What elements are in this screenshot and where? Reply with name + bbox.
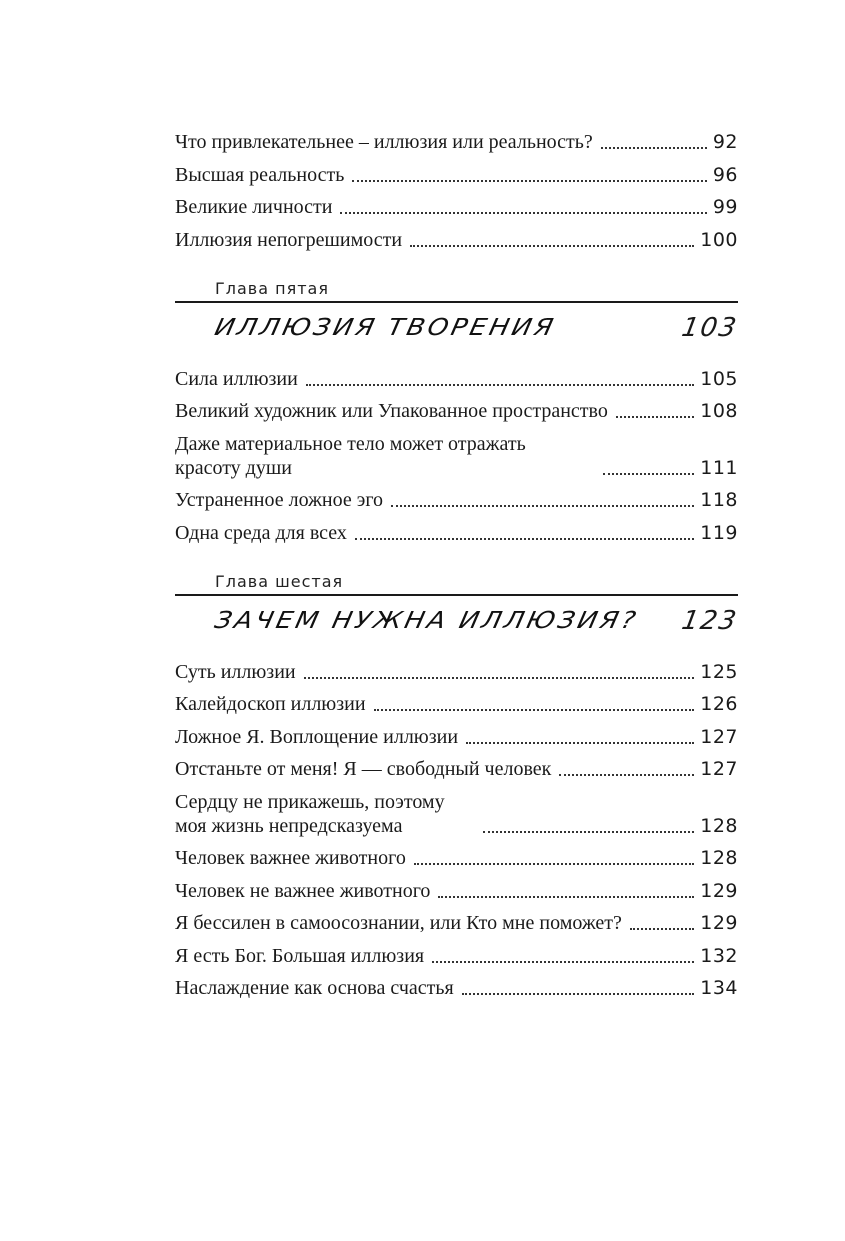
toc-entry-page: 108	[700, 400, 738, 422]
toc-entry[interactable]	[175, 660, 738, 684]
top-entries	[175, 130, 738, 252]
leader-dots	[466, 742, 694, 744]
toc-entry-title: Высшая реальность	[175, 163, 345, 186]
toc-entry-title: Великий художник или Упакованное пространство	[175, 400, 608, 422]
toc-entry-title: Человек важнее животного	[175, 847, 406, 869]
leader-dots	[306, 384, 694, 386]
toc-entry[interactable]	[175, 367, 738, 391]
toc-entry[interactable]	[175, 846, 738, 870]
toc-entry-page: 132	[700, 944, 738, 967]
toc-entry-page: 100	[700, 228, 738, 251]
toc-entry[interactable]	[175, 757, 738, 781]
toc-entry-title: Даже материальное тело может отражать красоту души	[175, 432, 526, 479]
toc-entry-page: 92	[712, 131, 738, 153]
leader-dots	[374, 709, 695, 711]
toc-entry-title: Сила иллюзии	[175, 367, 298, 390]
toc-entry[interactable]	[175, 725, 738, 749]
toc-entry-title: Одна среда для всех	[175, 521, 347, 544]
leader-dots	[340, 212, 706, 214]
toc-entry-page: 96	[712, 163, 738, 186]
toc-entry-page: 129	[700, 879, 738, 902]
chapter-page: 123	[679, 605, 741, 636]
leader-dots	[410, 245, 694, 247]
leader-dots	[352, 180, 706, 182]
toc-entry-title: Суть иллюзии	[175, 660, 296, 683]
toc-entry-title: Человек не важнее животного	[175, 879, 431, 902]
toc-entry-title: Великие личности	[175, 196, 333, 218]
toc-entry-title: Наслаждение как основа счастья	[175, 977, 454, 999]
toc-entry[interactable]	[175, 692, 738, 716]
chapter-title: ЗАЧЕМ НУЖНА ИЛЛЮЗИЯ?	[212, 607, 641, 634]
toc-entry[interactable]	[175, 432, 738, 480]
leader-dots	[432, 961, 694, 963]
leader-dots	[616, 416, 694, 418]
toc-entry-title: Иллюзия непогрешимости	[175, 228, 403, 251]
toc-entry[interactable]	[175, 130, 738, 154]
leader-dots	[414, 863, 694, 865]
toc-entry[interactable]	[175, 911, 738, 935]
toc-entry-page: 118	[700, 489, 738, 511]
chapter-heading[interactable]	[175, 305, 741, 351]
leader-dots	[391, 505, 694, 507]
leader-dots	[355, 538, 694, 540]
toc-entry[interactable]	[175, 879, 738, 903]
table-of-contents	[175, 0, 741, 1009]
leader-dots	[438, 896, 694, 898]
toc-entry-page: 128	[700, 847, 738, 869]
chapter-six	[175, 571, 741, 1001]
chapter-page: 103	[679, 312, 741, 343]
toc-entry[interactable]	[175, 163, 738, 187]
chapter-label: Глава пятая	[215, 278, 329, 298]
chapter-five	[175, 278, 741, 545]
toc-entry[interactable]	[175, 521, 738, 545]
toc-entry[interactable]	[175, 488, 738, 512]
toc-entry[interactable]	[175, 976, 738, 1000]
toc-entry[interactable]	[175, 399, 738, 423]
toc-entry-page: 111	[700, 456, 738, 479]
toc-entry-page: 119	[700, 521, 738, 544]
chapter-heading[interactable]	[175, 598, 741, 644]
toc-entry-page: 128	[700, 814, 738, 837]
toc-entry-page: 99	[712, 196, 738, 218]
toc-entry[interactable]	[175, 228, 738, 252]
toc-entry-page: 125	[700, 660, 738, 683]
toc-entry-title: Я есть Бог. Большая иллюзия	[175, 944, 425, 967]
leader-dots	[630, 928, 694, 930]
toc-entry-page: 127	[700, 725, 738, 748]
chapter-label: Глава шестая	[215, 571, 344, 591]
leader-dots	[304, 677, 695, 679]
toc-entry-page: 105	[700, 367, 738, 390]
toc-entry-title: Что привлекательнее – иллюзия или реальность?	[175, 131, 593, 153]
chapter-rule	[175, 301, 738, 303]
toc-entry-page: 126	[700, 693, 738, 715]
toc-entry-title: Ложное Я. Воплощение иллюзии	[175, 725, 459, 748]
leader-dots	[603, 473, 694, 475]
toc-entry-title: Устраненное ложное эго	[175, 489, 384, 511]
toc-entry-page: 127	[700, 758, 738, 780]
toc-entry-page: 129	[700, 912, 738, 934]
toc-entry[interactable]	[175, 944, 738, 968]
toc-entry-title: Я бессилен в самоосознании, или Кто мне поможет?	[175, 912, 622, 934]
leader-dots	[559, 774, 694, 776]
toc-entry[interactable]	[175, 790, 738, 838]
toc-entry-title: Сердцу не прикажешь, поэтому моя жизнь непредсказуема	[175, 790, 445, 837]
chapter-rule	[175, 594, 738, 596]
toc-entry-page: 134	[700, 977, 738, 999]
toc-entry-title: Калейдоскоп иллюзии	[175, 693, 366, 715]
toc-entry[interactable]	[175, 195, 738, 219]
leader-dots	[483, 831, 694, 833]
toc-entry-title: Отстаньте от меня! Я — свободный человек	[175, 758, 552, 780]
leader-dots	[462, 993, 695, 995]
leader-dots	[601, 147, 707, 149]
chapter-title: ИЛЛЮЗИЯ ТВОРЕНИЯ	[212, 314, 559, 341]
